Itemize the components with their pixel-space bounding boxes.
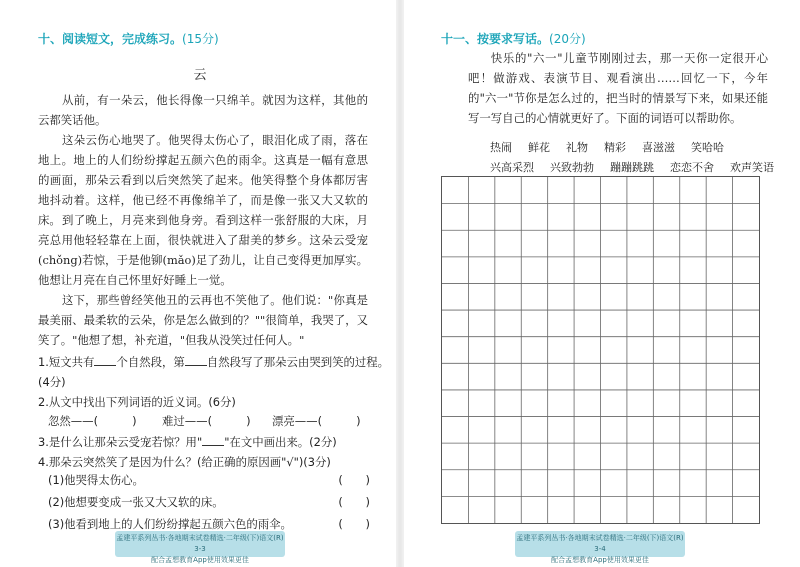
- section-number: 十、: [38, 32, 63, 46]
- story-title: 云: [193, 68, 207, 83]
- word-bank-item: 兴高采烈: [490, 161, 534, 174]
- question-1: 1.短文共有 个自然段，第 自然段写了那朵云由哭到笑的过程。: [38, 355, 390, 369]
- section-heading: 阅读短文，完成练习。: [62, 32, 183, 46]
- option-row-2[interactable]: (2)他想要变成一张又大又软的床。 ( ): [48, 495, 370, 509]
- synonym-item-2[interactable]: 难过——( ): [162, 414, 251, 428]
- story-paragraph-1: 从前，有一朵云，他长得像一只绵羊。就因为这样，其他的云都笑话他。: [38, 93, 368, 127]
- word-bank-item: 鲜花: [528, 141, 550, 154]
- word-bank-row-2: [490, 159, 774, 175]
- page-gutter: [396, 0, 404, 567]
- question-4: 4.那朵云突然笑了是因为什么？(给正确的原因画"√")(3分): [38, 455, 331, 469]
- word-bank-item: 蹦蹦跳跳: [610, 161, 654, 174]
- word-bank-item: 笑哈哈: [691, 141, 724, 154]
- story-paragraph-4: 这下，那些曾经笑他丑的云再也不笑他了。他们说："你真是最美丽、最柔软的云朵，你是怎么做到的？""很简单，我哭了，又笑了。"他想了想，补充道，"但我从没笑过任何人。": [38, 293, 368, 347]
- answer-blank[interactable]: [94, 353, 116, 366]
- question-2: 2.从文中找出下列词语的近义词。(6分): [38, 395, 236, 409]
- writing-grid[interactable]: [441, 176, 760, 524]
- word-bank-item: 欢声笑语: [730, 161, 774, 174]
- answer-blank[interactable]: [185, 353, 207, 366]
- section-ten-title: [38, 30, 219, 47]
- word-bank-item: 恋恋不舍: [670, 161, 714, 174]
- word-bank-item: 礼物: [566, 141, 588, 154]
- section-points: (20分): [549, 32, 586, 46]
- word-bank-item: 热闹: [490, 141, 512, 154]
- section-heading: 按要求写话。: [477, 32, 550, 46]
- writing-prompt: 快乐的"六一"儿童节刚刚过去，那一天你一定很开心吧！做游戏、表演节目、观看演出……回忆一下，今年的"六一"节你是怎么过的，把当时的情景写下来，如果还能写一写自己的心情就更好了。下面的词语可以帮助你。: [468, 51, 768, 125]
- question-1-points: (4分): [38, 375, 66, 389]
- synonym-item-1[interactable]: 忽然——( ): [48, 414, 137, 428]
- underline-sample: [202, 433, 224, 446]
- section-number: 十一、: [441, 32, 478, 46]
- word-bank-item: 兴致勃勃: [550, 161, 594, 174]
- story-paragraph-2: 这朵云伤心地哭了。他哭得太伤心了，眼泪化成了雨，落在地上。地上的人们纷纷撑起五颜六色的雨伞。这真是一幅有意思的画面，那朵云看到以后突然笑了起来。他笑得整个身体都厉害地抖动着。这样，他已经不再像绵羊了，而是像一张又大又软的床。: [38, 133, 368, 227]
- story-paragraph-3: 到了晚上，月亮来到他身旁。看到这样一张舒服的大床，月亮总用他轻轻靠在上面，很快就进入了甜美的梦乡。这朵云受宠(chǒng)若惊，于是他铆(mǎo)足了劲儿，让自己变得更加厚实。他想让月亮在自己怀里好好睡上一觉。: [38, 213, 368, 287]
- section-eleven-title: [441, 30, 586, 47]
- word-bank-item: 精彩: [604, 141, 626, 154]
- check-box[interactable]: ( ): [338, 473, 370, 487]
- option-row-3[interactable]: (3)他看到地上的人们纷纷撑起五颜六色的雨伞。 ( ): [48, 517, 370, 531]
- synonym-item-3[interactable]: 漂亮——( ): [272, 414, 361, 428]
- word-bank-item: 喜滋滋: [642, 141, 675, 154]
- check-box[interactable]: ( ): [338, 495, 370, 509]
- word-bank-row-1: [490, 139, 724, 155]
- page-footer: 孟建平系列丛书·各地期末试卷精选·二年级(下)语文(R) 3-3 配合孟想教育App使用效果更佳: [115, 531, 285, 557]
- page-footer: 孟建平系列丛书·各地期末试卷精选·二年级(下)语文(R) 3-4 配合孟想教育App使用效果更佳: [515, 531, 685, 557]
- check-box[interactable]: ( ): [338, 517, 370, 531]
- section-points: (15分): [182, 32, 219, 46]
- option-row-1[interactable]: (1)他哭得太伤心。 ( ): [48, 473, 370, 487]
- question-3: 3.是什么让那朵云受宠若惊？用" "在文中画出来。(2分): [38, 435, 337, 449]
